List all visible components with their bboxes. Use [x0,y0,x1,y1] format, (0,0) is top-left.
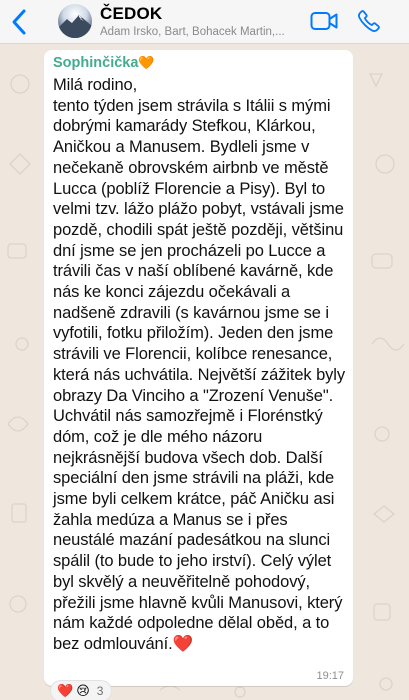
phone-icon[interactable] [357,9,381,33]
reaction-count: 3 [96,684,104,698]
chevron-left-icon[interactable] [10,8,30,36]
sender-name: Sophinčička [53,55,139,71]
orange-heart-icon: 🧡 [138,55,155,70]
message-sender [53,55,155,71]
mountain-icon [58,4,92,38]
heart-reaction-icon: ❤️ [57,683,74,698]
message-text: Milá rodino, tento týden jsem strávila s Itálii s mými dobrými kamarády Stefkou, Klárkou, Aničkou a Manusem. Bydleli jsme v nečekaně obrovském airbnb ve městě Lucca (poblíž Florencie a Pisy). Byl to velmi tzv. lážo plážo pobyt, vstávali jsme pozdě, chodili spát ještě později, většinu dní jsme se jen procházeli po Lucce a trávili čas v naší oblíbené kavárně, kde nás ke konci zájezdu očekávali a nadšeně zdravili (s kavárnou jsme se i vyfotili, fotku přiložím). Jeden den jsme strávili ve Florencii, kolíbce renesance, která nás uchvátila. Největší zážitek byly obrazy Da Vinciho a "Zrození Venuše". Uchvátil nás samozřejmě i Florénstký dóm, což je dle mého názoru nejkrásnější budova všech dob. Další speciální den jsme strávili na pláži, kde jsme byli celkem krátce, páč Aničku asi žahla medúza a Manus se i přes neustálé mazání padesátkou na slunci spálil (to bude to jeho irství). Celý výlet byl skvělý a neuvěřitelně pohodový, přežili jsme hlavně kvůli Manusovi, který nám každé odpoledne dělal oběd, a to bez odmlouvání.❤️ [53,76,346,653]
chat-area[interactable] [0,44,409,700]
crying-face-reaction-icon: 😢 [76,683,90,698]
group-avatar[interactable] [58,4,92,38]
chat-title[interactable]: ČEDOK [100,4,163,23]
message-bubble[interactable] [44,50,353,686]
video-camera-icon[interactable] [310,10,338,32]
reactions-pill[interactable] [50,680,112,700]
chat-header [0,0,409,44]
chat-participants[interactable]: Adam Irsko, Bart, Bohacek Martin,... [100,26,285,38]
message-timestamp: 19:17 [316,670,344,682]
